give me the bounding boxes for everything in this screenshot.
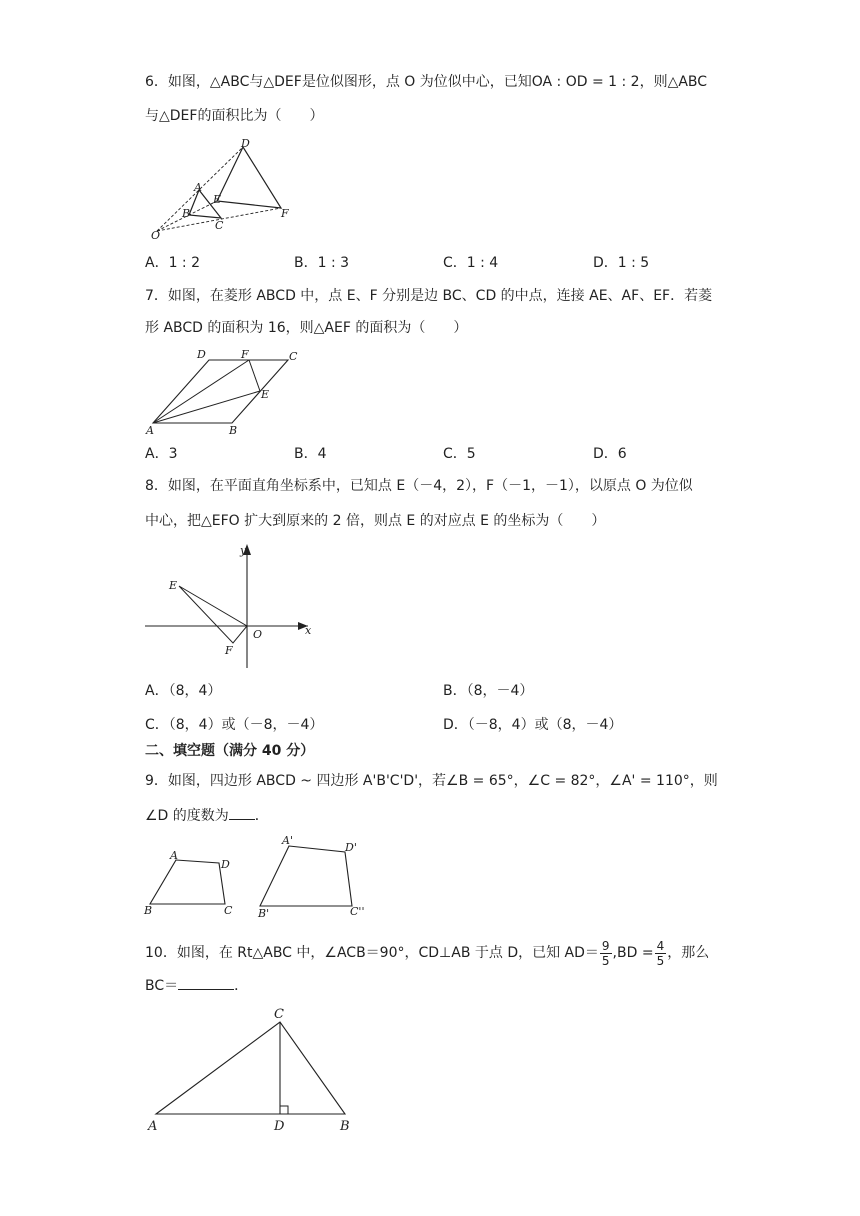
q6-label-d: D [241,137,250,150]
q7-label-a: A [146,424,154,437]
q7-text-line1: 7．如图，在菱形 ABCD 中，点 E、F 分别是边 BC、CD 的中点，连接 AE、AF、EF．若菱 [145,288,713,304]
q8-text-line2: 中心，把△EFO 扩大到原来的 2 倍，则点 E 的对应点 E 的坐标为（ ） [145,513,606,529]
q10-label-d: D [274,1119,285,1134]
q8-label-f: F [225,644,233,657]
q6-text-line2: 与△DEF的面积比为（ ） [145,108,324,124]
q10-text-line1-post: ，那么 [667,945,710,961]
q7-label-d: D [197,348,206,361]
q6-option-c[interactable]: C．1 : 4 [443,255,499,271]
q6-option-d[interactable]: D．1 : 5 [593,255,650,271]
q7-figure [145,346,335,438]
q10-label-a: A [148,1119,158,1134]
q10-ad-numerator: 9 [601,938,610,953]
q10-ad-denominator: 5 [601,953,610,968]
q9-text-line2 [145,805,269,826]
q6-label-e: E [213,193,222,206]
q6-label-a: A [194,181,202,194]
q9-label-d: D [221,858,230,871]
q8-label-x: x [305,624,312,637]
q6-label-f: F [281,207,289,220]
q7-option-d[interactable]: D．6 [593,446,627,462]
q10-bd-denominator: 5 [656,953,665,968]
q10-fraction-ad [600,939,612,968]
q10-answer-blank[interactable] [178,975,234,990]
q9-label-c: C [224,904,233,917]
q6-text-line1: 6．如图，△ABC与△DEF是位似图形，点 O 为位似中心，已知OA : OD = 1 : 2，则△ABC [145,74,708,90]
q7-label-f: F [241,348,249,361]
q6-label-b: B [182,207,191,220]
q7-option-c[interactable]: C．5 [443,446,476,462]
q6-option-b[interactable]: B．1 : 3 [294,255,350,271]
q10-text-mid: ,BD = [612,945,654,961]
q10-text-line1 [145,934,709,972]
q6-option-a[interactable]: A．1 : 2 [145,255,201,271]
q7-label-e: E [261,388,270,401]
q10-bd-numerator: 4 [656,938,665,953]
q9-text-line2-pre: ∠D 的度数为 [145,808,229,824]
q6-label-c: C [215,219,224,232]
q8-option-b[interactable]: B．（8，－4） [443,683,534,699]
q8-label-y: y [240,544,247,557]
q9-text-line2-post: ． [254,808,269,824]
q8-option-d[interactable]: D．（－8，4）或（8，－4） [443,717,623,733]
q7-option-b[interactable]: B．4 [294,446,327,462]
q8-label-e: E [169,579,178,592]
q10-text-line2-pre: BC＝ [145,978,179,994]
q9-text-line1: 9．如图，四边形 ABCD ~ 四边形 A'B'C'D'，若∠B = 65°，∠C = 82°，∠A' = 110°，则 [145,773,718,789]
q9-label-b: B [144,904,153,917]
q10-text-line2-post: ． [234,978,249,994]
q7-label-b: B [229,424,238,437]
q10-label-c: C [274,1007,284,1022]
q8-text-line1: 8．如图，在平面直角坐标系中，已知点 E（－4，2），F（－1，－1），以原点 O 为位似 [145,478,693,494]
q7-label-c: C [289,350,298,363]
q7-text-line2: 形 ABCD 的面积为 16，则△AEF 的面积为（ ） [145,320,468,336]
q10-fraction-bd [655,939,667,968]
q9-label-a: A [170,849,178,862]
q6-label-o: O [151,229,161,242]
q8-label-o: O [253,628,263,641]
q8-option-c[interactable]: C．（8，4）或（－8，－4） [145,717,324,733]
section-heading: 二、填空题（满分 40 分） [145,743,315,759]
q8-option-a[interactable]: A．（8，4） [145,683,222,699]
q9-figure [140,830,380,920]
q9-label-c-prime: C'' [350,905,365,918]
q9-answer-blank[interactable] [229,805,255,820]
q10-figure [140,1000,370,1140]
q9-label-a-prime: A' [282,834,293,847]
q10-label-b: B [340,1119,350,1134]
q9-label-b-prime: B' [258,907,270,920]
q10-text-line1-pre: 10．如图，在 Rt△ABC 中，∠ACB＝90°，CD⊥AB 于点 D，已知 AD＝ [145,945,599,961]
q7-option-a[interactable]: A．3 [145,446,178,462]
q10-text-line2 [145,975,248,996]
q9-label-d-prime: D' [345,841,357,854]
q6-figure [145,135,305,245]
q8-figure [145,540,320,670]
